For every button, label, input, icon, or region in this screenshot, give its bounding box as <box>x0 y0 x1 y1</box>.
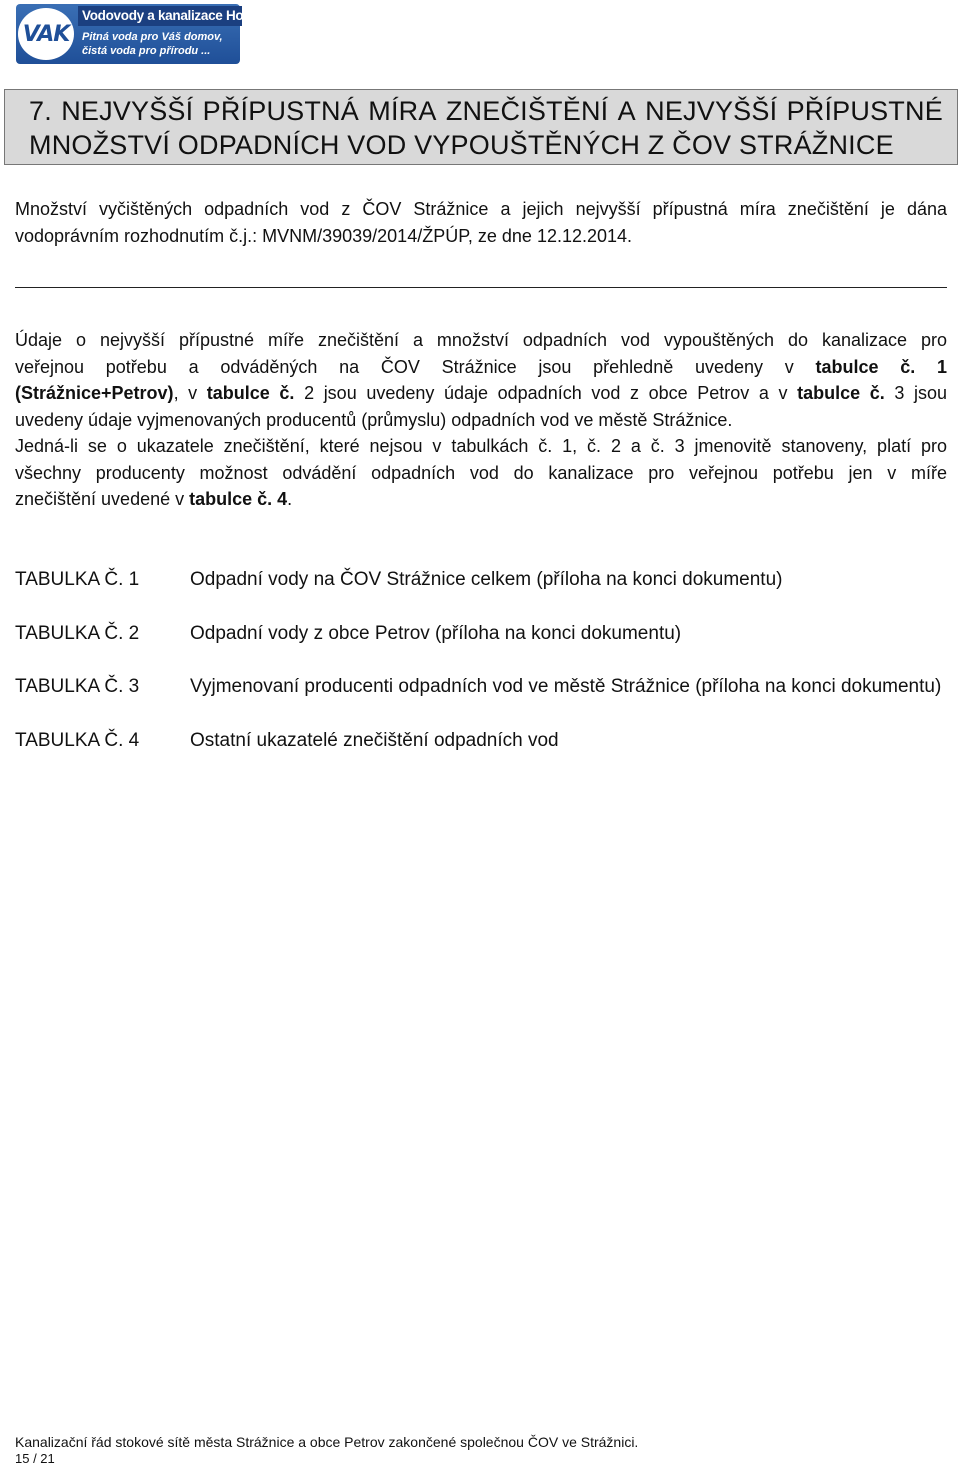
heading-word: PŘÍPUSTNÁ <box>202 96 359 126</box>
page-number: 15 / 21 <box>15 1451 55 1466</box>
heading-word: A <box>617 96 636 126</box>
details-line-2-text: veřejnou potřebu a odváděných na ČOV Strážnice jsou přehledně uvedeny v <box>15 356 816 377</box>
heading-word: PŘÍPUSTNÉ <box>786 96 943 126</box>
details-line-3 <box>15 380 947 407</box>
details-line-6: všechny producenty možnost odvádění odpadních vod do kanalizace pro veřejnou potřebu jen v míře <box>15 462 947 483</box>
table-label: TABULKA Č. 2 <box>15 622 140 644</box>
strážnice-petrov-ref: (Strážnice+Petrov) <box>15 383 174 403</box>
table-description: Vyjmenovaní producenti odpadních vod ve městě Strážnice (příloha na konci dokumentu) <box>190 676 942 697</box>
heading-word: 7. <box>29 96 52 126</box>
details-line-3-text-1: , v <box>173 383 207 403</box>
table-ref-2: tabulce č. <box>206 383 295 403</box>
company-logo <box>16 4 307 64</box>
list-item <box>15 621 955 675</box>
details-line-4: uvedeny údaje vyjmenovaných producentů (průmyslu) odpadních vod ve městě Strážnice. <box>15 409 733 430</box>
heading-line-2: MNOŽSTVÍ ODPADNÍCH VOD VYPOUŠTĚNÝCH Z ČOV STRÁŽNICE <box>29 130 894 160</box>
table-ref-1-number: 1 <box>915 356 947 377</box>
intro-paragraph <box>15 196 947 249</box>
details-line-2 <box>15 354 947 381</box>
heading-line-1 <box>29 94 943 128</box>
horizontal-rule <box>15 287 947 288</box>
details-line-7-end: . <box>287 489 293 509</box>
heading-word: ZNEČIŠTĚNÍ <box>445 96 609 126</box>
details-line-3-text-2: 2 jsou uvedeny údaje odpadních vod z obce Petrov a v <box>294 383 798 403</box>
table-ref-3: tabulce č. <box>797 383 885 403</box>
details-line-7 <box>15 486 947 513</box>
table-label: TABULKA Č. 4 <box>15 729 140 751</box>
details-line-5: Jedná-li se o ukazatele znečištění, které nejsou v tabulkách č. 1, č. 2 a č. 3 jmenovitě stanoveny, platí pro <box>15 436 947 456</box>
details-line-7-text: znečištění uvedené v <box>15 489 190 509</box>
table-label: TABULKA Č. 1 <box>15 569 140 590</box>
list-item <box>15 567 955 621</box>
logo-company-name: Vodovody a kanalizace Hodonín, a.s. <box>78 6 242 26</box>
details-paragraph <box>15 327 947 513</box>
table-ref-4: tabulce č. 4 <box>189 489 288 509</box>
list-item <box>15 674 955 728</box>
heading-word: NEJVYŠŠÍ <box>61 96 194 126</box>
section-heading <box>4 89 958 165</box>
details-line-1: Údaje o nejvyšší přípustné míře znečištění a množství odpadních vod vypouštěných do kanalizace pro <box>15 330 947 350</box>
logo-tagline-1: Pitná voda pro Váš domov, <box>82 31 223 43</box>
details-line-3-end: 3 jsou <box>884 383 948 403</box>
heading-word: MÍRA <box>368 96 437 126</box>
table-description: Odpadní vody na ČOV Strážnice celkem (příloha na konci dokumentu) <box>190 569 783 590</box>
table-label: TABULKA Č. 3 <box>15 676 140 697</box>
intro-line-1: Množství vyčištěných odpadních vod z ČOV Strážnice a jejich nejvyšší přípustná míra znečištění je dána <box>15 199 947 219</box>
table-description: Odpadní vody z obce Petrov (příloha na konci dokumentu) <box>190 622 682 644</box>
page-footer: Kanalizační řád stokové sítě města Strážnice a obce Petrov zakončené společnou ČOV ve Strážnici. <box>15 1434 639 1450</box>
logo-tagline-2: čistá voda pro přírodu ... <box>82 45 211 57</box>
logo-emblem-text: VAK <box>22 21 70 47</box>
table-ref-1: tabulce č. <box>815 356 916 377</box>
heading-word: NEJVYŠŠÍ <box>645 96 778 126</box>
table-description: Ostatní ukazatelé znečištění odpadních vod <box>190 729 559 751</box>
list-item <box>15 728 955 782</box>
intro-line-2: vodoprávním rozhodnutím č.j.: MVNM/39039/2014/ŽPÚP, ze dne 12.12.2014. <box>15 225 633 246</box>
vak-emblem-icon <box>18 8 74 60</box>
table-list <box>15 567 955 781</box>
